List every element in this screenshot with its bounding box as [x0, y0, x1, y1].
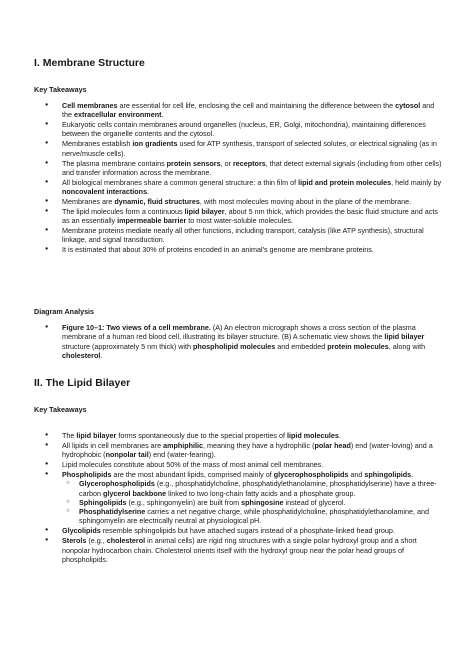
list-item: ● The lipid bilayer forms spontaneously due to the special properties of lipid molecules.: [34, 431, 446, 440]
diagram-analysis-heading: Diagram Analysis: [34, 307, 95, 316]
list-item: ● Figure 10–1: Two views of a cell membrane. (A) An electron micrograph shows a cross section of the plasma membrane of a human red blood cell, illustrating its bilayer structure. (B) A schematic view shows the lipid bilayer structure (approximately 5 nm thick) with phospholipid molecules and embedded protein molecules, along with cholesterol.: [34, 323, 446, 360]
sub-list-item: ○ Phosphatidylserine carries a net negative charge, while phosphatidylcholine, phosphatidylethanolamine, and sphingomyelin are electrically neutral at physiological pH.: [62, 507, 446, 526]
list-item: ● Membranes are dynamic, fluid structures, with most molecules moving about in the plane of the membrane.: [34, 197, 446, 206]
list-item: ● Sterols (e.g., cholesterol in animal cells) are rigid ring structures with a single polar hydroxyl group and a short nonpolar hydrocarbon chain. Cholesterol orients itself with the hydroxyl group near the polar head groups of phospholipids.: [34, 536, 446, 564]
section-title-membrane-structure: I. Membrane Structure: [34, 57, 145, 69]
list-item: ● The lipid molecules form a continuous lipid bilayer, about 5 nm thick, which provides the basic fluid structure and acts as an essentially impermeable barrier to most water-soluble molecules.: [34, 207, 446, 226]
section-title-lipid-bilayer: II. The Lipid Bilayer: [34, 377, 131, 389]
lipid-bilayer-takeaways: [34, 431, 446, 565]
sub-list-item: ○ Glycerophospholipids (e.g., phosphatidylcholine, phosphatidylethanolamine, phosphatidylserine) have a three-carbon glycerol backbone linked to two long-chain fatty acids and a phosphate group.: [62, 479, 446, 498]
list-item: ● All lipids in cell membranes are amphiphilic, meaning they have a hydrophilic (polar head) end (water-loving) and a hydrophobic (nonpolar tail) end (water-fearing).: [34, 441, 446, 460]
diagram-analysis-list: [34, 323, 446, 361]
sub-list-item: ○ Sphingolipids (e.g., sphingomyelin) are built from sphingosine instead of glycerol.: [62, 498, 446, 507]
list-item: [34, 470, 446, 526]
list-item: ● Eukaryotic cells contain membranes around organelles (nucleus, ER, Golgi, mitochondria), maintaining differences between the organelle contents and the cytosol.: [34, 120, 446, 139]
list-item: ● The plasma membrane contains protein sensors, or receptors, that detect external signals (including from other cells) and transfer information across the membrane.: [34, 159, 446, 178]
phospholipids-text: Phospholipids are the most abundant lipids, comprised mainly of glycerophospholipids and sphingolipids.: [62, 469, 414, 479]
list-item: ● Membranes establish ion gradients used for ATP synthesis, transport of selected solutes, or electrical signaling (as in nerve/muscle cells).: [34, 139, 446, 158]
list-item: ● Lipid molecules constitute about 50% of the mass of most animal cell membranes.: [34, 460, 446, 469]
list-item: ● Cell membranes are essential for cell life, enclosing the cell and maintaining the difference between the cytosol and the extracellular environment.: [34, 101, 446, 120]
membrane-structure-takeaways: [34, 101, 446, 255]
phospholipid-subitems: [62, 479, 446, 525]
list-item: ● It is estimated that about 30% of proteins encoded in an animal's genome are membrane proteins.: [34, 245, 446, 254]
list-item: ● All biological membranes share a common general structure: a thin film of lipid and protein molecules, held mainly by noncovalent interactions.: [34, 178, 446, 197]
key-takeaways-heading: Key Takeaways: [34, 405, 87, 414]
key-takeaways-heading: Key Takeaways: [34, 85, 87, 94]
list-item: ● Glycolipids resemble sphingolipids but have attached sugars instead of a phosphate-linked head group.: [34, 526, 446, 535]
list-item: ● Membrane proteins mediate nearly all other functions, including transport, catalysis (like ATP synthesis), structural linkage, and signal transduction.: [34, 226, 446, 245]
